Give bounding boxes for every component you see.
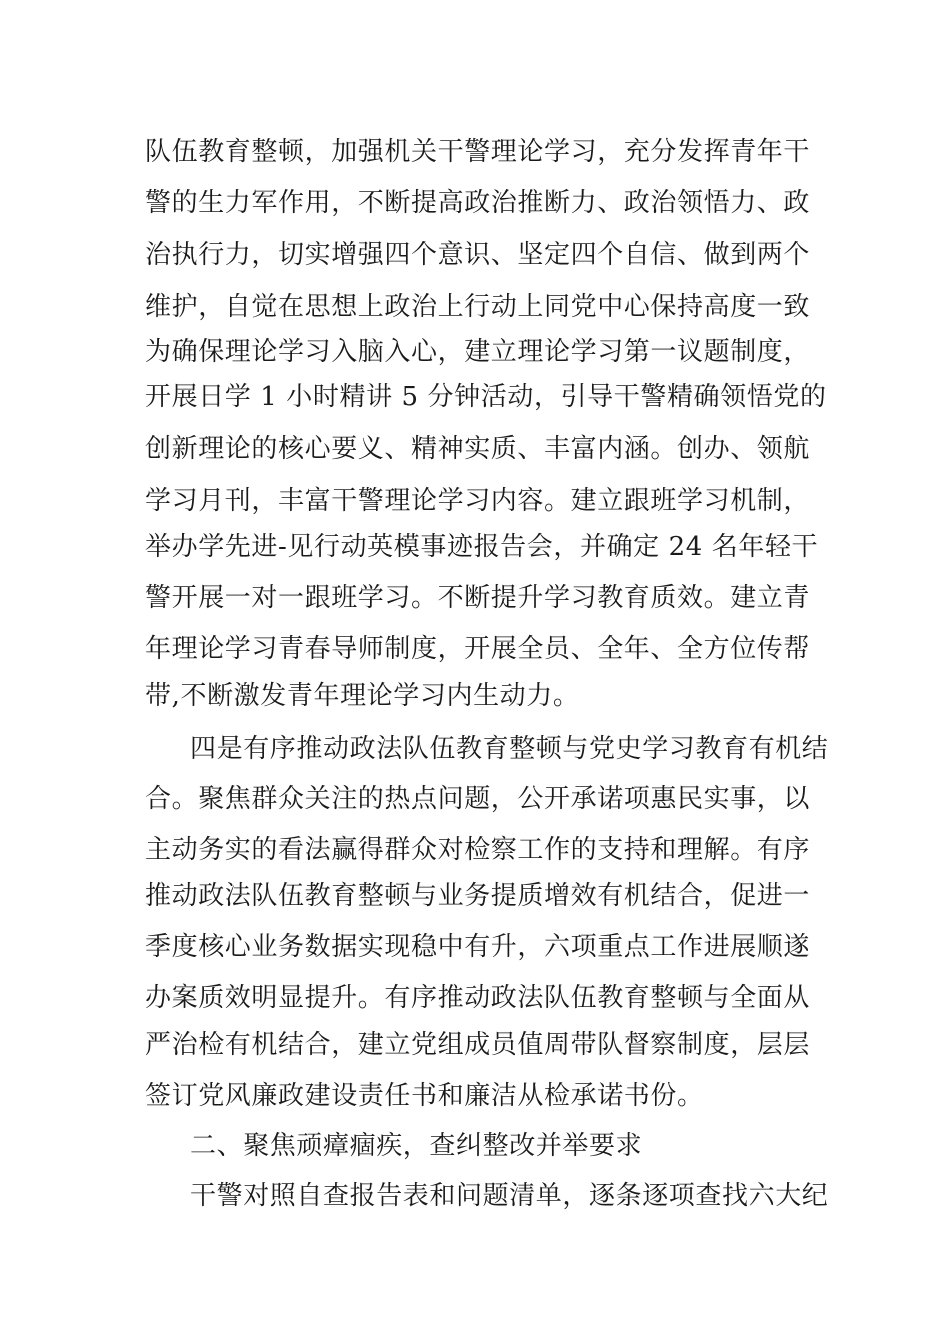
text-line: 举办学先进-见行动英模事迹报告会，并确定 24 名年轻干 xyxy=(145,532,819,562)
text-line: 年理论学习青春导师制度，开展全员、全年、全方位传帮 xyxy=(145,634,811,664)
text-line: 季度核心业务数据实现稳中有升，六项重点工作进展顺遂 xyxy=(145,932,811,962)
text-line: 开展日学 1 小时精讲 5 分钟活动，引导干警精确领悟党的 xyxy=(145,382,827,412)
text-line: 签订党风廉政建设责任书和廉洁从检承诺书份。 xyxy=(145,1081,704,1111)
text-line: 治执行力，切实增强四个意识、坚定四个自信、做到两个 xyxy=(145,240,811,270)
text-line: 队伍教育整顿，加强机关干警理论学习，充分发挥青年干 xyxy=(145,137,811,167)
text-line: 学习月刊，丰富干警理论学习内容。建立跟班学习机制， xyxy=(145,486,811,516)
text-line: 维护，自觉在思想上政治上行动上同党中心保持高度一致 xyxy=(145,292,811,322)
text-line: 推动政法队伍教育整顿与业务提质增效有机结合，促进一 xyxy=(145,881,811,911)
text-line: 干警对照自查报告表和问题清单，逐条逐项查找六大纪 xyxy=(190,1181,829,1211)
text-line: 合。聚焦群众关注的热点问题，公开承诺项惠民实事，以 xyxy=(145,784,811,814)
text-line: 严治检有机结合，建立党组成员值周带队督察制度，层层 xyxy=(145,1030,811,1060)
text-line: 带,不断激发青年理论学习内生动力。 xyxy=(145,681,580,711)
text-line: 创新理论的核心要义、精神实质、丰富内涵。创办、领航 xyxy=(145,434,811,464)
text-line: 警的生力军作用，不断提高政治推断力、政治领悟力、政 xyxy=(145,188,811,218)
text-line: 四是有序推动政法队伍教育整顿与党史学习教育有机结 xyxy=(190,734,829,764)
text-line: 为确保理论学习入脑入心，建立理论学习第一议题制度， xyxy=(145,337,811,367)
text-line: 办案质效明显提升。有序推动政法队伍教育整顿与全面从 xyxy=(145,983,811,1013)
text-line: 主动务实的看法赢得群众对检察工作的支持和理解。有序 xyxy=(145,835,811,865)
text-line: 警开展一对一跟班学习。不断提升学习教育质效。建立青 xyxy=(145,583,811,613)
section-heading: 二、聚焦顽瘴痼疾，查纠整改并举要求 xyxy=(190,1131,643,1161)
